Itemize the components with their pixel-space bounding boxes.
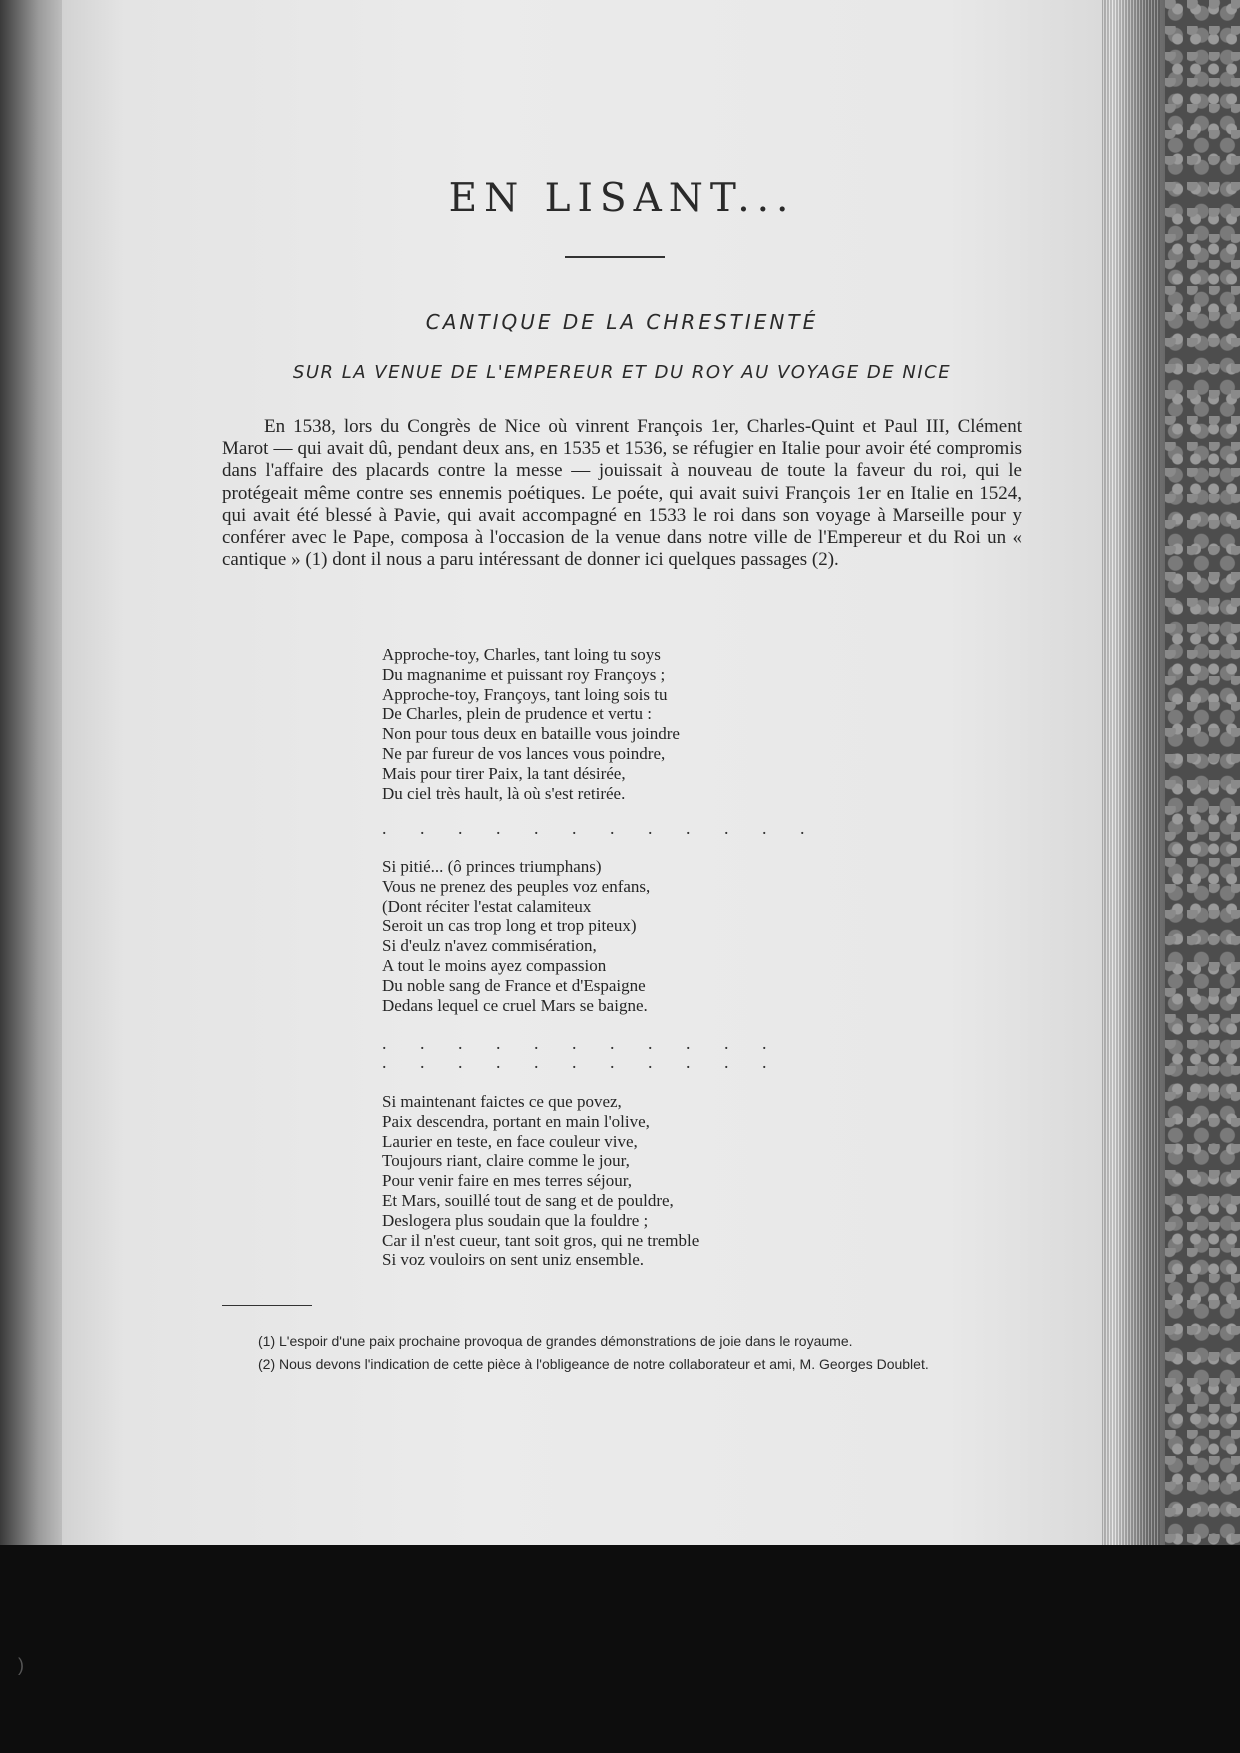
verse-line: Deslogera plus soudain que la fouldre ; bbox=[382, 1210, 649, 1230]
ellipsis-dots: . . . . . . . . . . . . bbox=[382, 818, 819, 838]
verse-line: Et Mars, souillé tout de sang et de pouldre, bbox=[382, 1190, 674, 1210]
verse-line: Si maintenant faictes ce que povez, bbox=[382, 1092, 622, 1111]
verse-line: De Charles, plein de prudence et vertu : bbox=[382, 704, 653, 724]
verse-line: Du noble sang de France et d'Espaigne bbox=[382, 975, 646, 995]
intro-paragraph: En 1538, lors du Congrès de Nice où vinrent François 1er, Charles-Quint et Paul III, Clément Marot — qui avait dû, pendant deux ans, en 1535 et 1536, se réfugier en Italie pour avoir été compromis dans l'affaire des placards contre la messe — jouissait à nouveau de toute la faveur du roi, qui le protégeait même contre ses ennemis poétiques. Le poéte, qui avait suivi François 1er en Italie en 1524, qui avait été blessé à Pavie, qui avait accompagné en 1533 le roi dans son voyage à Marseille pour y conférer avec le Pape, composa à l'occasion de la venue dans notre ville de l'Empereur et du Roi un « cantique » (1) dont il nous a paru intéressant de donner ici quelques passages (2). bbox=[222, 416, 1022, 571]
stanza-2 bbox=[382, 857, 842, 1015]
verse-line: Approche-toy, Charles, tant loing tu soys bbox=[382, 645, 661, 664]
verse-line: Dedans lequel ce cruel Mars se baigne. bbox=[382, 995, 648, 1015]
verse-line: Car il n'est cueur, tant soit gros, qui ne tremble bbox=[382, 1230, 700, 1250]
footnote-1: (1) L'espoir d'une paix prochaine provoqua de grandes démonstrations de joie dans le royaume. bbox=[258, 1333, 853, 1349]
verse-line: Pour venir faire en mes terres séjour, bbox=[382, 1171, 632, 1191]
verse-line: Non pour tous deux en bataille vous joindre bbox=[382, 724, 680, 744]
verse-line: Seroit un cas trop long et trop piteux) bbox=[382, 916, 637, 936]
footnote-2: (2) Nous devons l'indication de cette pièce à l'obligeance de notre collaborateur et ami, M. Georges Doublet. bbox=[258, 1356, 929, 1372]
verse-line: Si voz vouloirs on sent uniz ensemble. bbox=[382, 1250, 645, 1270]
verse-line: Paix descendra, portant en main l'olive, bbox=[382, 1111, 650, 1131]
verse-line: Si pitié... (ô princes triumphans) bbox=[382, 857, 602, 876]
bottom-dark-background bbox=[0, 1545, 1240, 1753]
book-page bbox=[62, 0, 1102, 1545]
verse-line: Du ciel très hault, là où s'est retirée. bbox=[382, 783, 626, 803]
verse-line: Du magnanime et puissant roy Françoys ; bbox=[382, 664, 666, 684]
verse-line: Laurier en teste, en face couleur vive, bbox=[382, 1131, 638, 1151]
verse-line: Si d'eulz n'avez commisération, bbox=[382, 936, 597, 956]
title-rule bbox=[565, 256, 665, 258]
verse-line: Mais pour tirer Paix, la tant désirée, bbox=[382, 763, 626, 783]
footnotes bbox=[216, 1332, 1028, 1378]
verse-line: Vous ne prenez des peuples voz enfans, bbox=[382, 876, 651, 896]
footnote-rule bbox=[222, 1305, 312, 1306]
verse-line: Toujours riant, claire comme le jour, bbox=[382, 1151, 630, 1171]
ellipsis-dots: . . . . . . . . . . . bbox=[382, 1033, 781, 1053]
marbled-cover-edge bbox=[1165, 0, 1240, 1580]
left-page-gutter bbox=[0, 0, 70, 1545]
page-title: EN LISANT... bbox=[448, 176, 796, 221]
stanza-1 bbox=[382, 645, 842, 803]
verse-line: (Dont réciter l'estat calamiteux bbox=[382, 896, 592, 916]
poem-title: CANTIQUE DE LA CHRESTIENTÉ bbox=[425, 310, 819, 334]
verse-line: Ne par fureur de vos lances vous poindre, bbox=[382, 743, 666, 763]
ellipsis-dots: . . . . . . . . . . . bbox=[382, 1052, 781, 1072]
corner-mark: ) bbox=[18, 1655, 24, 1675]
verse-line: Approche-toy, Françoys, tant loing sois tu bbox=[382, 684, 668, 704]
book-page-edge-lines bbox=[1100, 0, 1160, 1560]
poem-subtitle: SUR LA VENUE DE L'EMPEREUR ET DU ROY AU VOYAGE DE NICE bbox=[292, 362, 952, 383]
verse-line: A tout le moins ayez compassion bbox=[382, 955, 607, 975]
stanza-3 bbox=[382, 1092, 842, 1270]
